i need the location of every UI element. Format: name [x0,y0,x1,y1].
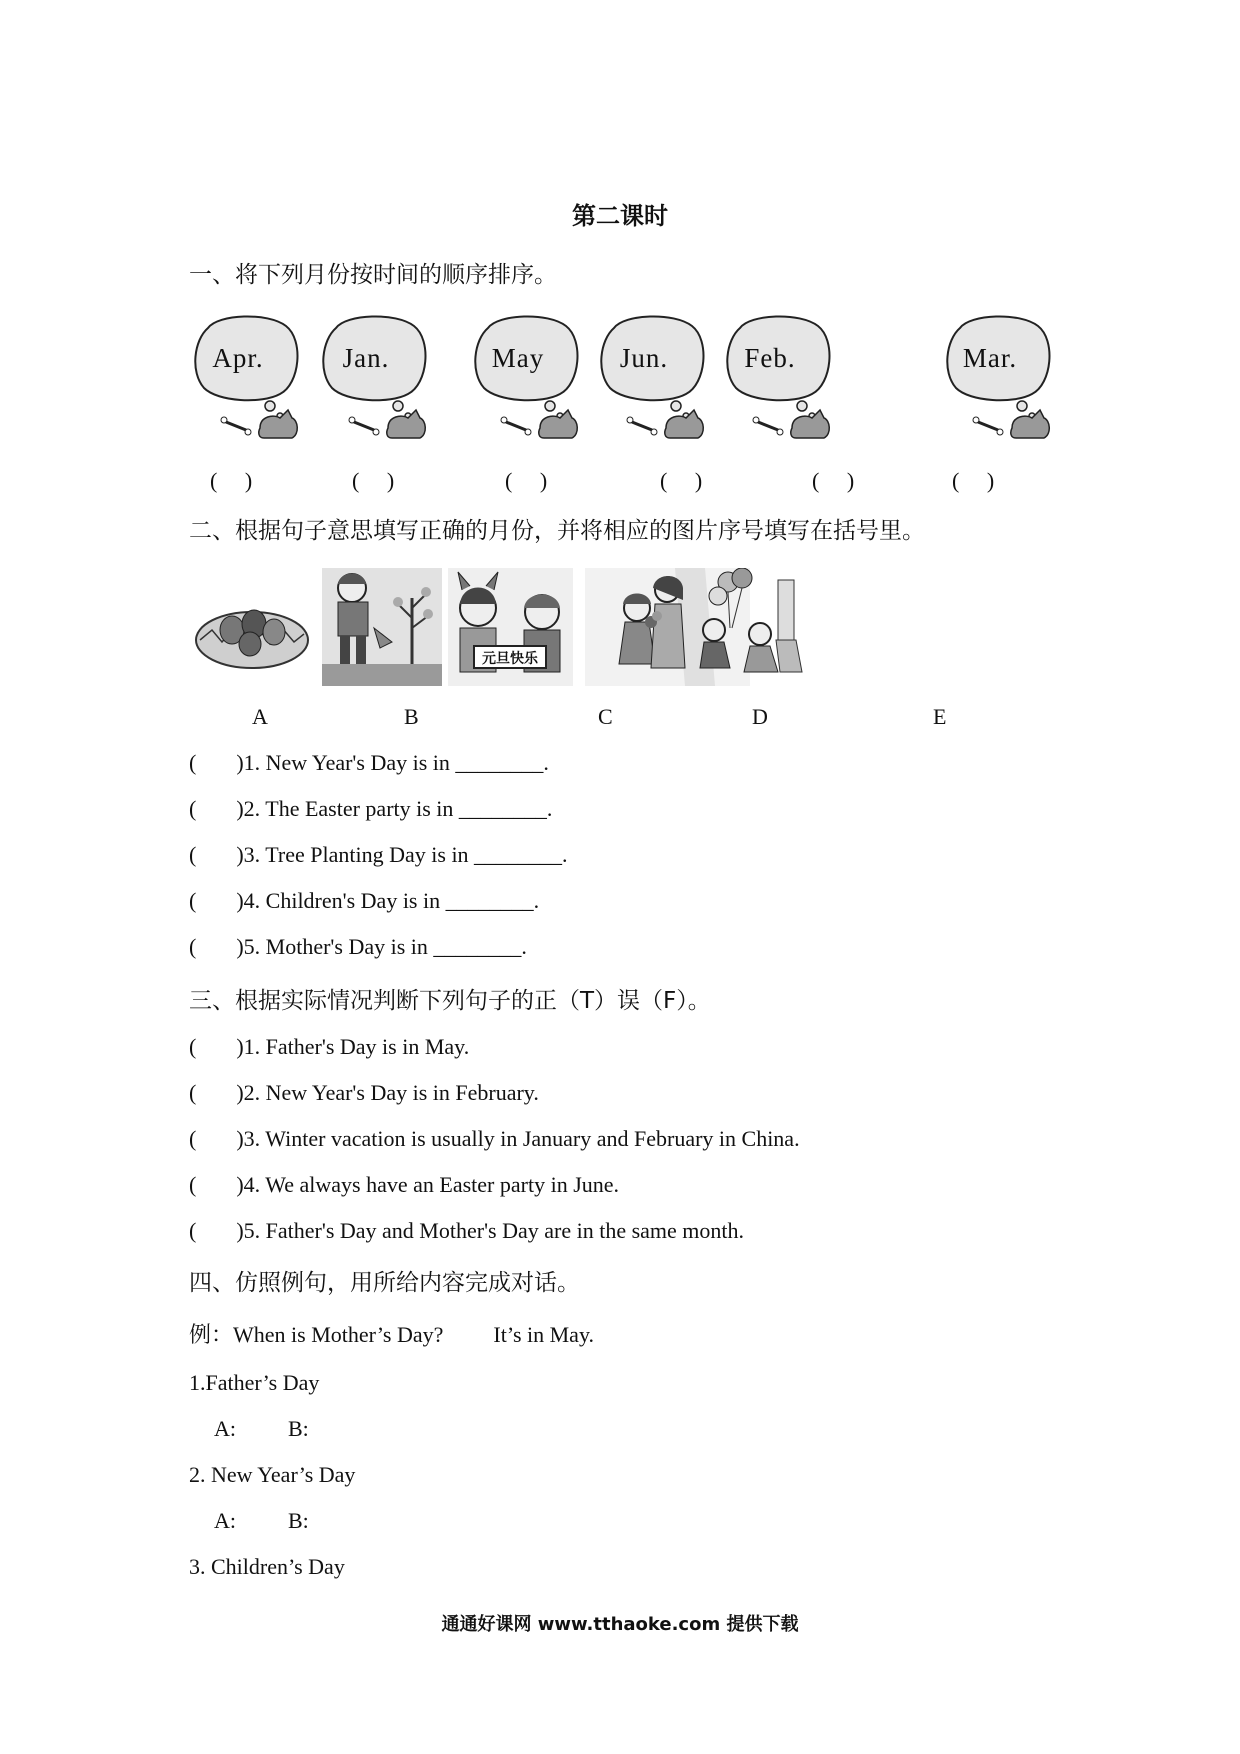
list-item [189,842,568,868]
thought-bubble-dog-icon [316,310,436,445]
new-year-banner-text: 元旦快乐 [482,651,538,667]
answer-paren-open[interactable]: ( [189,1172,197,1197]
page-footer: 通通好课网 www.tthaoke.com 提供下载 [441,1614,799,1635]
thought-bubble-dog-icon [594,310,714,445]
example-question: When is Mother’s Day? [233,1322,444,1347]
boy-planting-tree-icon [322,568,442,686]
picture-e-childrens-day [690,568,805,686]
month-card-4 [594,310,714,445]
answer-paren-open[interactable]: ( [189,934,197,959]
page-title: 第二课时 [572,202,668,230]
dialogue-a-label: A: [214,1508,236,1533]
section1-heading: 一、将下列月份按时间的顺序排序。 [189,262,557,288]
answer-slot[interactable]: ( ) [505,468,548,493]
dialogue-a-label: A: [214,1416,236,1441]
question-text: )1. New Year's Day is in ________. [236,750,549,775]
dialogue-topic-3: 3. Children’s Day [189,1554,345,1579]
statement-text: )4. We always have an Easter party in June. [236,1172,620,1197]
statement-text: )1. Father's Day is in May. [236,1034,470,1059]
thought-bubble-dog-icon [940,310,1060,445]
dialogue-topic-1: 1.Father’s Day [189,1370,320,1395]
picture-b-tree-planting [322,568,442,686]
month-label: May [491,343,545,373]
answer-paren-open[interactable]: ( [189,1034,197,1059]
list-item [189,888,539,914]
dialogue-b-label: B: [288,1508,309,1533]
answer-paren-open[interactable]: ( [189,842,197,867]
answer-slot[interactable]: ( ) [660,468,703,493]
answer-slot[interactable]: ( ) [210,468,253,493]
month-label: Mar. [962,343,1018,373]
picture-label-d: D [752,704,768,729]
picture-label-e: E [933,704,947,729]
list-item [189,1034,469,1060]
children-balloons-icon [690,568,805,686]
question-text: )5. Mother's Day is in ________. [236,934,527,959]
thought-bubble-dog-icon [720,310,840,445]
month-card-6 [940,310,1060,445]
answer-paren-open[interactable]: ( [189,888,197,913]
answer-paren-open[interactable]: ( [189,1080,197,1105]
dialogue-topic-2: 2. New Year’s Day [189,1462,356,1487]
month-label: Apr. [212,343,264,373]
section2-heading: 二、根据句子意思填写正确的月份，并将相应的图片序号填写在括号里。 [189,518,925,544]
statement-text: )5. Father's Day and Mother's Day are in the same month. [236,1218,745,1243]
month-label: Feb. [744,343,796,373]
answer-paren-open[interactable]: ( [189,796,197,821]
statement-text: )2. New Year's Day is in February. [236,1080,539,1105]
answer-paren-open[interactable]: ( [189,1218,197,1243]
list-item [189,1172,619,1198]
children-new-year-banner-icon [448,568,573,686]
section4-heading: 四、仿照例句，用所给内容完成对话。 [189,1270,580,1296]
question-text: )2. The Easter party is in ________. [236,796,553,821]
answer-paren-open[interactable]: ( [189,750,197,775]
example-line [189,1318,594,1349]
picture-label-a: A [252,704,268,729]
easter-eggs-nest-icon [192,568,312,686]
answer-slot[interactable]: ( ) [952,468,995,493]
picture-a-easter-eggs [192,568,312,686]
list-item [189,1218,744,1244]
month-label: Jun. [619,343,669,373]
month-label: Jan. [342,343,390,373]
month-card-5 [720,310,840,445]
answer-paren-open[interactable]: ( [189,1126,197,1151]
section3-heading: 三、根据实际情况判断下列句子的正（T）误（F）。 [189,988,711,1014]
statement-text: )3. Winter vacation is usually in January and February in China. [236,1126,800,1151]
list-item [189,750,549,776]
list-item [189,796,552,822]
dialogue-b-label: B: [288,1416,309,1441]
month-card-1 [188,310,308,445]
thought-bubble-dog-icon [468,310,588,445]
example-answer: It’s in May. [493,1322,595,1347]
list-item [189,1126,800,1152]
month-card-2 [316,310,436,445]
question-text: )4. Children's Day is in ________. [236,888,540,913]
list-item [189,934,527,960]
example-label: 例： [189,1323,234,1348]
question-text: )3. Tree Planting Day is in ________. [236,842,568,867]
answer-slot[interactable]: ( ) [812,468,855,493]
answer-slot[interactable]: ( ) [352,468,395,493]
picture-label-c: C [598,704,613,729]
picture-label-b: B [404,704,419,729]
picture-c-new-year [448,568,573,686]
month-card-3 [468,310,588,445]
list-item [189,1080,539,1106]
thought-bubble-dog-icon [188,310,308,445]
